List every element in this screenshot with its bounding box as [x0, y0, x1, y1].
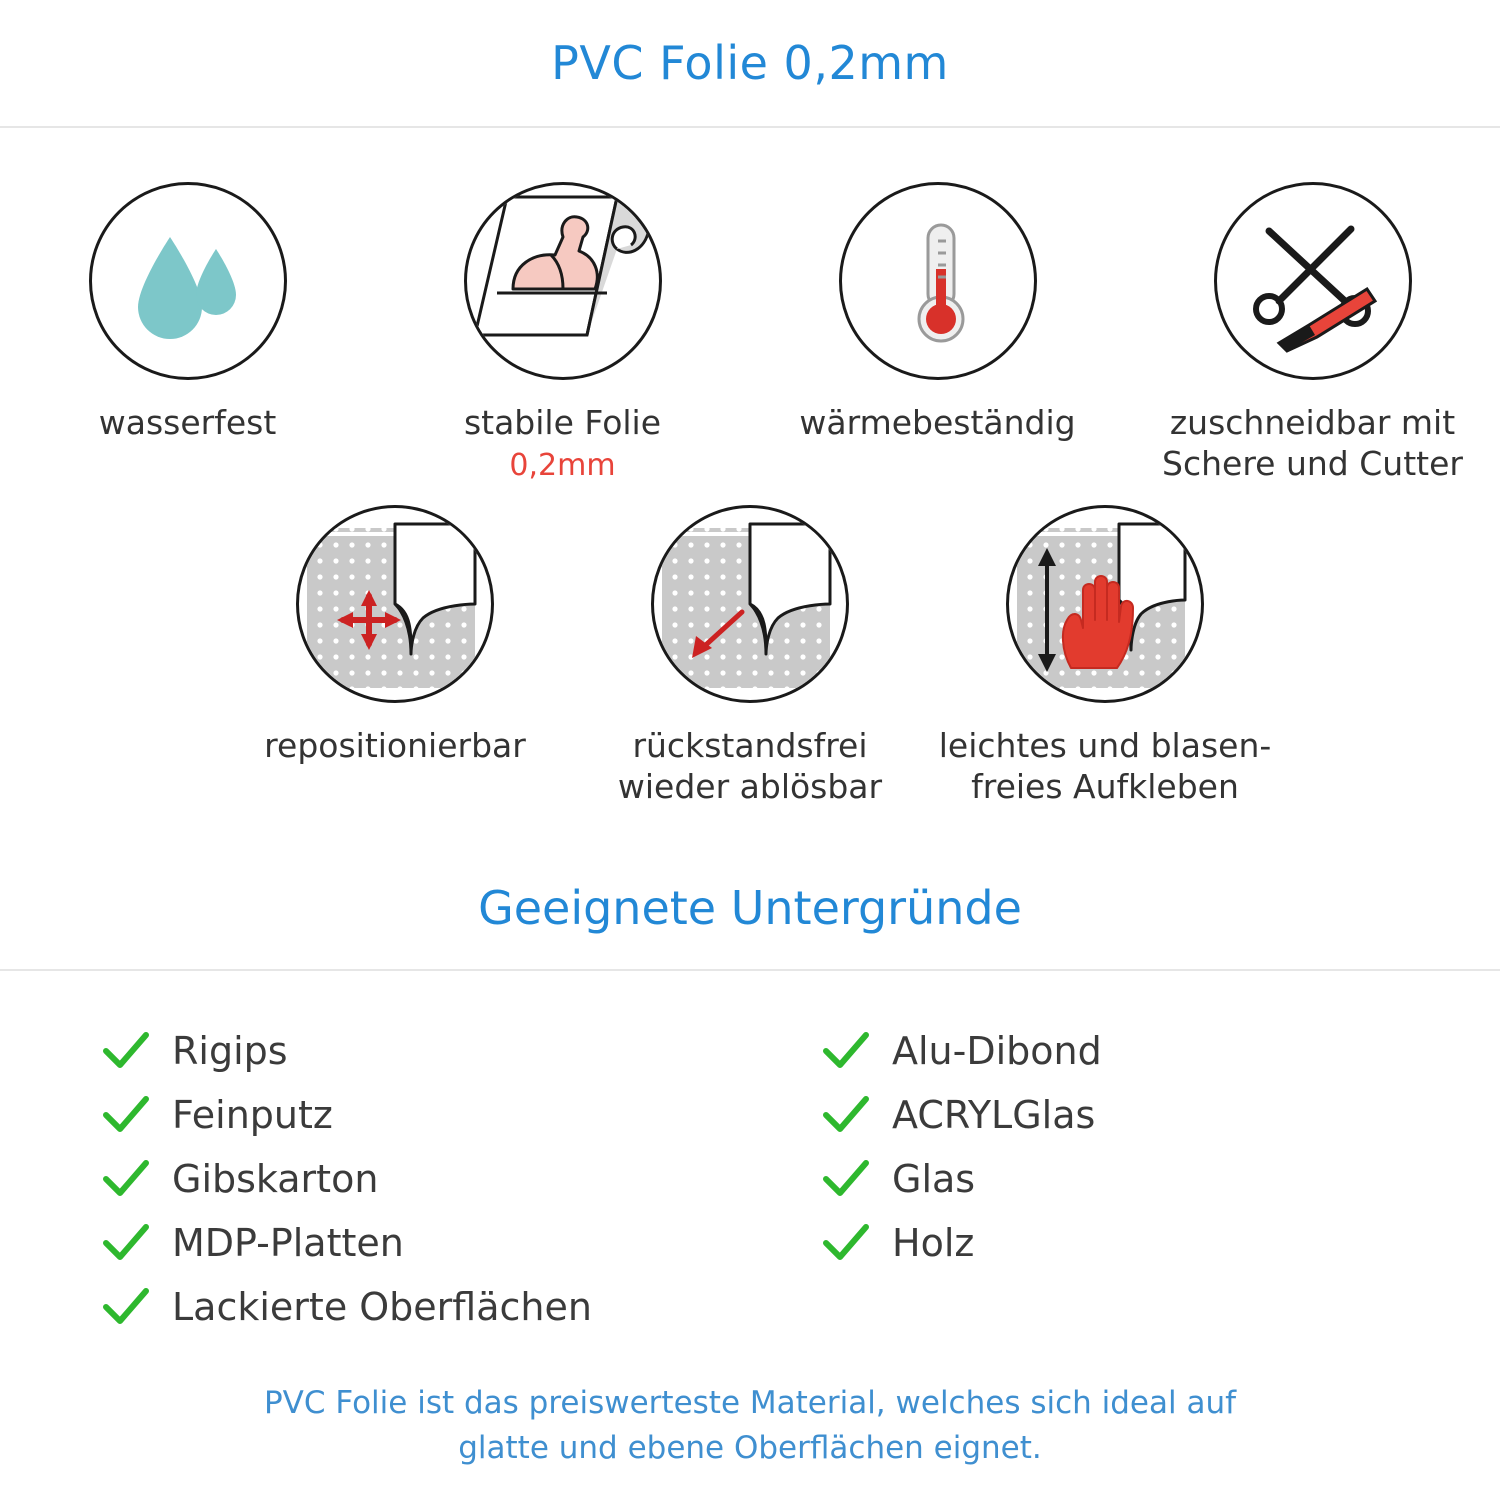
list-item: [820, 1019, 1420, 1083]
feature-waermebestaendig: [750, 182, 1125, 485]
feature-section: [0, 128, 1500, 807]
feature-label: rückstandsfrei wieder ablösbar: [617, 725, 883, 806]
reposition-arrows-icon: [296, 505, 494, 703]
water-drops-icon: [89, 182, 287, 380]
list-item-label: Rigips: [172, 1029, 288, 1074]
list-item: [100, 1211, 700, 1275]
section-heading-untergruende: Geeignete Untergründe: [0, 881, 1500, 971]
page-title: PVC Folie 0,2mm: [551, 36, 949, 90]
flexing-arm-foil-icon: [464, 182, 662, 380]
check-icon: [100, 1025, 152, 1077]
list-item: [100, 1275, 700, 1339]
check-icon: [100, 1089, 152, 1141]
feature-aufkleben: [928, 505, 1283, 808]
scissors-cutter-icon: [1214, 182, 1412, 380]
list-item-label: Lackierte Oberflächen: [172, 1285, 592, 1330]
footnote: [0, 1381, 1500, 1471]
list-item: [100, 1147, 700, 1211]
surfaces-lists: [0, 1019, 1500, 1339]
feature-stabile-folie: [375, 182, 750, 485]
hand-smoothing-icon: [1006, 505, 1204, 703]
feature-row-2: [0, 505, 1500, 808]
list-item-label: MDP-Platten: [172, 1221, 404, 1266]
feature-row-1: [0, 182, 1500, 485]
header-bar: [0, 0, 1500, 128]
list-item: [100, 1083, 700, 1147]
feature-label: repositionierbar: [264, 725, 526, 765]
list-item-label: Gibskarton: [172, 1157, 379, 1202]
check-icon: [820, 1153, 872, 1205]
list-item-label: Holz: [892, 1221, 975, 1266]
check-icon: [100, 1217, 152, 1269]
list-item: [100, 1019, 700, 1083]
footnote-line-1: PVC Folie ist das preiswerteste Material, welches sich ideal auf: [263, 1385, 1237, 1422]
check-icon: [820, 1217, 872, 1269]
list-item-label: Glas: [892, 1157, 976, 1202]
feature-sublabel: 0,2mm: [509, 448, 616, 484]
check-icon: [100, 1281, 152, 1333]
feature-wasserfest: [0, 182, 375, 485]
list-item: [820, 1147, 1420, 1211]
check-icon: [820, 1025, 872, 1077]
surfaces-list-left: [80, 1019, 700, 1339]
feature-label-text: stabile Folie: [463, 403, 662, 442]
check-icon: [100, 1153, 152, 1205]
feature-label: [464, 402, 661, 485]
list-item-label: Alu-Dibond: [892, 1029, 1102, 1074]
feature-repositionierbar: [218, 505, 573, 808]
list-item: [820, 1083, 1420, 1147]
list-item-label: ACRYLGlas: [892, 1093, 1096, 1138]
list-item: [820, 1211, 1420, 1275]
surfaces-list-right: [790, 1019, 1420, 1339]
thermometer-icon: [839, 182, 1037, 380]
list-item-label: Feinputz: [172, 1093, 333, 1138]
peel-off-arrow-icon: [651, 505, 849, 703]
feature-label: leichtes und blasen-freies Aufkleben: [938, 725, 1272, 806]
check-icon: [820, 1089, 872, 1141]
feature-zuschneidbar: [1125, 182, 1500, 485]
feature-label: zuschneidbar mit Schere und Cutter: [1162, 403, 1463, 484]
feature-label: wasserfest: [98, 403, 277, 442]
feature-label: wärmebeständig: [799, 403, 1076, 442]
footnote-line-2: glatte und ebene Oberflächen eignet.: [458, 1430, 1042, 1467]
feature-rueckstandsfrei: [573, 505, 928, 808]
